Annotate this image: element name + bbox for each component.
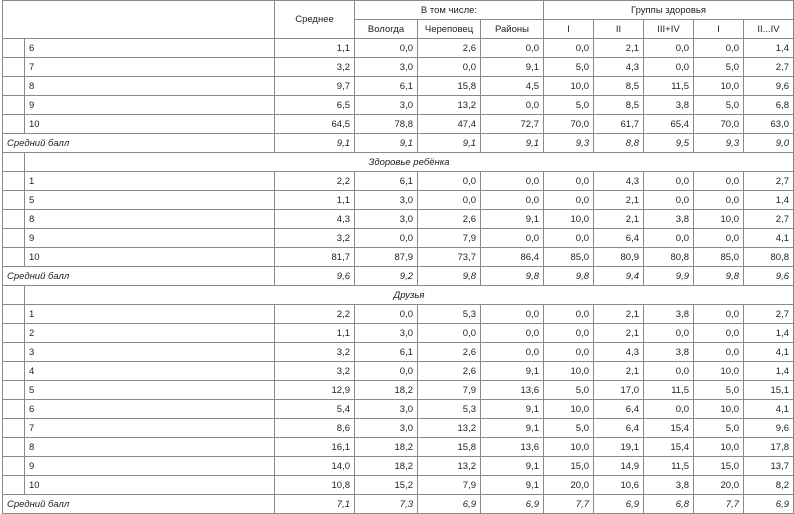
value-cell: 0,0 (355, 229, 418, 248)
table-row (3, 39, 794, 58)
stub-cell (3, 115, 25, 134)
header-sub: I (544, 20, 594, 39)
value-cell: 0,0 (694, 305, 744, 324)
value-cell: 15,8 (418, 438, 481, 457)
value-cell: 64,5 (275, 115, 355, 134)
table-row (3, 343, 794, 362)
stub-cell (3, 476, 25, 495)
value-cell: 0,0 (481, 96, 544, 115)
value-cell: 0,0 (544, 343, 594, 362)
data-table (2, 0, 794, 514)
value-cell: 9,1 (481, 400, 544, 419)
table-header (3, 1, 794, 39)
value-cell: 5,0 (694, 419, 744, 438)
value-cell: 3,0 (355, 96, 418, 115)
value-cell: 9,1 (481, 362, 544, 381)
value-cell: 2,1 (594, 39, 644, 58)
value-cell: 0,0 (544, 39, 594, 58)
row-label: 2 (25, 324, 275, 343)
value-cell: 9,1 (481, 58, 544, 77)
row-label: 5 (25, 381, 275, 400)
value-cell: 13,2 (418, 457, 481, 476)
row-label: 4 (25, 362, 275, 381)
stub-cell (3, 77, 25, 96)
value-cell: 4,3 (275, 210, 355, 229)
value-cell: 15,4 (644, 419, 694, 438)
value-cell: 3,8 (644, 210, 694, 229)
average-value: 9,1 (418, 134, 481, 153)
value-cell: 10,0 (544, 400, 594, 419)
stub-cell (3, 229, 25, 248)
value-cell: 9,1 (481, 457, 544, 476)
value-cell: 7,9 (418, 476, 481, 495)
value-cell: 0,0 (481, 305, 544, 324)
value-cell: 5,0 (544, 58, 594, 77)
value-cell: 2,6 (418, 362, 481, 381)
row-label: 1 (25, 172, 275, 191)
value-cell: 11,5 (644, 77, 694, 96)
row-label: 8 (25, 77, 275, 96)
value-cell: 4,3 (594, 343, 644, 362)
value-cell: 3,8 (644, 96, 694, 115)
average-value: 9,1 (355, 134, 418, 153)
stub-cell (3, 191, 25, 210)
section-title: Друзья (25, 286, 794, 305)
value-cell: 3,2 (275, 229, 355, 248)
value-cell: 80,9 (594, 248, 644, 267)
value-cell: 18,2 (355, 438, 418, 457)
value-cell: 0,0 (418, 58, 481, 77)
value-cell: 5,0 (694, 381, 744, 400)
value-cell: 85,0 (544, 248, 594, 267)
section-title-row (3, 286, 794, 305)
value-cell: 11,5 (644, 381, 694, 400)
value-cell: 15,0 (544, 457, 594, 476)
value-cell: 6,1 (355, 77, 418, 96)
value-cell: 0,0 (544, 191, 594, 210)
table-row (3, 77, 794, 96)
row-label: 7 (25, 58, 275, 77)
value-cell: 72,7 (481, 115, 544, 134)
value-cell: 86,4 (481, 248, 544, 267)
value-cell: 5,3 (418, 400, 481, 419)
value-cell: 6,1 (355, 343, 418, 362)
value-cell: 6,4 (594, 229, 644, 248)
average-row (3, 495, 794, 514)
average-value: 9,5 (644, 134, 694, 153)
value-cell: 0,0 (644, 400, 694, 419)
stub-cell (3, 172, 25, 191)
table-row (3, 172, 794, 191)
average-value: 9,3 (544, 134, 594, 153)
row-label: 9 (25, 96, 275, 115)
table-row (3, 400, 794, 419)
average-value: 9,8 (544, 267, 594, 286)
table-row (3, 191, 794, 210)
value-cell: 10,0 (544, 210, 594, 229)
value-cell: 9,6 (744, 77, 794, 96)
average-value: 9,2 (355, 267, 418, 286)
table-row (3, 419, 794, 438)
value-cell: 20,0 (694, 476, 744, 495)
table-body (3, 39, 794, 514)
value-cell: 0,0 (355, 305, 418, 324)
value-cell: 0,0 (644, 58, 694, 77)
average-label: Средний балл (3, 134, 275, 153)
value-cell: 65,4 (644, 115, 694, 134)
value-cell: 4,1 (744, 400, 794, 419)
value-cell: 9,1 (481, 476, 544, 495)
average-label: Средний балл (3, 267, 275, 286)
value-cell: 0,0 (644, 362, 694, 381)
value-cell: 0,0 (644, 172, 694, 191)
value-cell: 10,0 (694, 400, 744, 419)
value-cell: 0,0 (644, 39, 694, 58)
value-cell: 11,5 (644, 457, 694, 476)
value-cell: 15,0 (694, 457, 744, 476)
average-value: 7,1 (275, 495, 355, 514)
row-label: 8 (25, 210, 275, 229)
value-cell: 10,0 (694, 210, 744, 229)
value-cell: 14,9 (594, 457, 644, 476)
row-label: 10 (25, 248, 275, 267)
row-label: 9 (25, 457, 275, 476)
stub-cell (3, 153, 25, 172)
value-cell: 0,0 (544, 324, 594, 343)
header-group-including: В том числе: (355, 1, 544, 20)
value-cell: 15,4 (644, 438, 694, 457)
average-value: 7,7 (694, 495, 744, 514)
value-cell: 2,7 (744, 172, 794, 191)
value-cell: 0,0 (644, 229, 694, 248)
average-value: 9,6 (744, 267, 794, 286)
row-label: 5 (25, 191, 275, 210)
value-cell: 8,2 (744, 476, 794, 495)
value-cell: 2,1 (594, 362, 644, 381)
table-row (3, 457, 794, 476)
value-cell: 63,0 (744, 115, 794, 134)
table-row (3, 324, 794, 343)
value-cell: 0,0 (355, 39, 418, 58)
value-cell: 4,5 (481, 77, 544, 96)
average-value: 9,0 (744, 134, 794, 153)
value-cell: 0,0 (694, 172, 744, 191)
average-value: 9,3 (694, 134, 744, 153)
value-cell: 9,7 (275, 77, 355, 96)
row-label: 10 (25, 476, 275, 495)
stub-cell (3, 400, 25, 419)
value-cell: 2,1 (594, 191, 644, 210)
value-cell: 18,2 (355, 457, 418, 476)
average-value: 6,9 (594, 495, 644, 514)
value-cell: 3,2 (275, 58, 355, 77)
stub-cell (3, 58, 25, 77)
value-cell: 3,0 (355, 58, 418, 77)
value-cell: 5,0 (694, 96, 744, 115)
value-cell: 6,4 (594, 400, 644, 419)
value-cell: 15,8 (418, 77, 481, 96)
value-cell: 3,0 (355, 324, 418, 343)
row-label: 7 (25, 419, 275, 438)
average-value: 9,9 (644, 267, 694, 286)
table-row (3, 438, 794, 457)
value-cell: 0,0 (694, 343, 744, 362)
value-cell: 0,0 (418, 324, 481, 343)
value-cell: 4,3 (594, 58, 644, 77)
value-cell: 6,4 (594, 419, 644, 438)
table-row (3, 381, 794, 400)
value-cell: 3,0 (355, 191, 418, 210)
stub-cell (3, 381, 25, 400)
value-cell: 10,8 (275, 476, 355, 495)
value-cell: 1,1 (275, 39, 355, 58)
value-cell: 70,0 (544, 115, 594, 134)
table-row (3, 248, 794, 267)
value-cell: 5,3 (418, 305, 481, 324)
average-value: 6,9 (481, 495, 544, 514)
row-label: 10 (25, 115, 275, 134)
header-sub: Череповец (418, 20, 481, 39)
value-cell: 2,1 (594, 324, 644, 343)
header-sub: II (594, 20, 644, 39)
average-value: 7,7 (544, 495, 594, 514)
average-row (3, 267, 794, 286)
value-cell: 2,6 (418, 210, 481, 229)
value-cell: 20,0 (544, 476, 594, 495)
value-cell: 13,2 (418, 96, 481, 115)
average-value: 9,8 (694, 267, 744, 286)
row-label: 8 (25, 438, 275, 457)
value-cell: 0,0 (481, 343, 544, 362)
value-cell: 5,0 (544, 419, 594, 438)
header-blank-cell (3, 1, 275, 39)
value-cell: 10,6 (594, 476, 644, 495)
header-sub: I (694, 20, 744, 39)
value-cell: 0,0 (644, 324, 694, 343)
value-cell: 0,0 (544, 305, 594, 324)
value-cell: 0,0 (644, 191, 694, 210)
value-cell: 6,8 (744, 96, 794, 115)
value-cell: 13,6 (481, 438, 544, 457)
row-label: 9 (25, 229, 275, 248)
value-cell: 0,0 (481, 229, 544, 248)
value-cell: 0,0 (544, 172, 594, 191)
value-cell: 61,7 (594, 115, 644, 134)
value-cell: 15,1 (744, 381, 794, 400)
stub-cell (3, 343, 25, 362)
stub-cell (3, 39, 25, 58)
value-cell: 1,4 (744, 39, 794, 58)
value-cell: 1,4 (744, 191, 794, 210)
table-row (3, 229, 794, 248)
average-value: 6,9 (418, 495, 481, 514)
value-cell: 15,2 (355, 476, 418, 495)
stub-cell (3, 248, 25, 267)
table-row (3, 96, 794, 115)
value-cell: 2,1 (594, 210, 644, 229)
value-cell: 2,6 (418, 39, 481, 58)
value-cell: 3,8 (644, 343, 694, 362)
value-cell: 13,2 (418, 419, 481, 438)
value-cell: 9,1 (481, 419, 544, 438)
value-cell: 0,0 (694, 229, 744, 248)
value-cell: 2,7 (744, 305, 794, 324)
value-cell: 10,0 (694, 362, 744, 381)
value-cell: 0,0 (418, 172, 481, 191)
value-cell: 0,0 (355, 362, 418, 381)
value-cell: 8,5 (594, 96, 644, 115)
value-cell: 10,0 (544, 77, 594, 96)
value-cell: 0,0 (694, 39, 744, 58)
value-cell: 2,7 (744, 210, 794, 229)
table-row (3, 210, 794, 229)
value-cell: 3,8 (644, 305, 694, 324)
value-cell: 10,0 (544, 362, 594, 381)
value-cell: 87,9 (355, 248, 418, 267)
value-cell: 5,0 (544, 96, 594, 115)
value-cell: 7,9 (418, 229, 481, 248)
value-cell: 10,0 (544, 438, 594, 457)
header-group-health: Группы здоровья (544, 1, 794, 20)
row-label: 3 (25, 343, 275, 362)
value-cell: 0,0 (481, 324, 544, 343)
value-cell: 0,0 (481, 172, 544, 191)
value-cell: 4,3 (594, 172, 644, 191)
value-cell: 10,0 (694, 438, 744, 457)
value-cell: 5,4 (275, 400, 355, 419)
value-cell: 1,4 (744, 362, 794, 381)
stub-cell (3, 96, 25, 115)
section-title-row (3, 153, 794, 172)
value-cell: 13,6 (481, 381, 544, 400)
stub-cell (3, 362, 25, 381)
value-cell: 1,1 (275, 191, 355, 210)
value-cell: 2,2 (275, 172, 355, 191)
value-cell: 0,0 (544, 229, 594, 248)
value-cell: 16,1 (275, 438, 355, 457)
value-cell: 3,0 (355, 419, 418, 438)
value-cell: 2,2 (275, 305, 355, 324)
stub-cell (3, 210, 25, 229)
value-cell: 8,6 (275, 419, 355, 438)
value-cell: 4,1 (744, 229, 794, 248)
header-sub: Районы (481, 20, 544, 39)
value-cell: 9,6 (744, 419, 794, 438)
average-value: 9,6 (275, 267, 355, 286)
value-cell: 9,1 (481, 210, 544, 229)
value-cell: 6,5 (275, 96, 355, 115)
value-cell: 4,1 (744, 343, 794, 362)
value-cell: 14,0 (275, 457, 355, 476)
value-cell: 81,7 (275, 248, 355, 267)
table-row (3, 476, 794, 495)
stub-cell (3, 438, 25, 457)
value-cell: 73,7 (418, 248, 481, 267)
row-label: 1 (25, 305, 275, 324)
value-cell: 80,8 (644, 248, 694, 267)
header-sub: II...IV (744, 20, 794, 39)
average-row (3, 134, 794, 153)
stub-cell (3, 457, 25, 476)
average-value: 6,8 (644, 495, 694, 514)
value-cell: 3,2 (275, 362, 355, 381)
average-value: 8,8 (594, 134, 644, 153)
value-cell: 85,0 (694, 248, 744, 267)
row-label: 6 (25, 400, 275, 419)
stub-cell (3, 286, 25, 305)
value-cell: 12,9 (275, 381, 355, 400)
value-cell: 5,0 (694, 58, 744, 77)
header-sub: Вологда (355, 20, 418, 39)
value-cell: 3,0 (355, 400, 418, 419)
value-cell: 8,5 (594, 77, 644, 96)
average-label: Средний балл (3, 495, 275, 514)
value-cell: 17,8 (744, 438, 794, 457)
average-value: 9,8 (418, 267, 481, 286)
value-cell: 17,0 (594, 381, 644, 400)
stub-cell (3, 324, 25, 343)
value-cell: 0,0 (694, 191, 744, 210)
stub-cell (3, 419, 25, 438)
value-cell: 80,8 (744, 248, 794, 267)
value-cell: 3,0 (355, 210, 418, 229)
value-cell: 78,8 (355, 115, 418, 134)
header-mean: Среднее (275, 1, 355, 39)
average-value: 9,4 (594, 267, 644, 286)
table-row (3, 58, 794, 77)
value-cell: 10,0 (694, 77, 744, 96)
stub-cell (3, 305, 25, 324)
value-cell: 0,0 (481, 39, 544, 58)
value-cell: 6,1 (355, 172, 418, 191)
value-cell: 3,2 (275, 343, 355, 362)
value-cell: 0,0 (694, 324, 744, 343)
value-cell: 47,4 (418, 115, 481, 134)
section-title: Здоровье ребёнка (25, 153, 794, 172)
value-cell: 2,7 (744, 58, 794, 77)
average-value: 6,9 (744, 495, 794, 514)
value-cell: 5,0 (544, 381, 594, 400)
table-row (3, 305, 794, 324)
value-cell: 19,1 (594, 438, 644, 457)
value-cell: 1,1 (275, 324, 355, 343)
row-label: 6 (25, 39, 275, 58)
value-cell: 1,4 (744, 324, 794, 343)
value-cell: 0,0 (418, 191, 481, 210)
average-value: 7,3 (355, 495, 418, 514)
value-cell: 0,0 (481, 191, 544, 210)
value-cell: 3,8 (644, 476, 694, 495)
table-row (3, 362, 794, 381)
value-cell: 7,9 (418, 381, 481, 400)
header-sub: III+IV (644, 20, 694, 39)
average-value: 9,1 (275, 134, 355, 153)
value-cell: 18,2 (355, 381, 418, 400)
table-row (3, 115, 794, 134)
value-cell: 13,7 (744, 457, 794, 476)
average-value: 9,1 (481, 134, 544, 153)
value-cell: 2,6 (418, 343, 481, 362)
average-value: 9,8 (481, 267, 544, 286)
value-cell: 2,1 (594, 305, 644, 324)
value-cell: 70,0 (694, 115, 744, 134)
